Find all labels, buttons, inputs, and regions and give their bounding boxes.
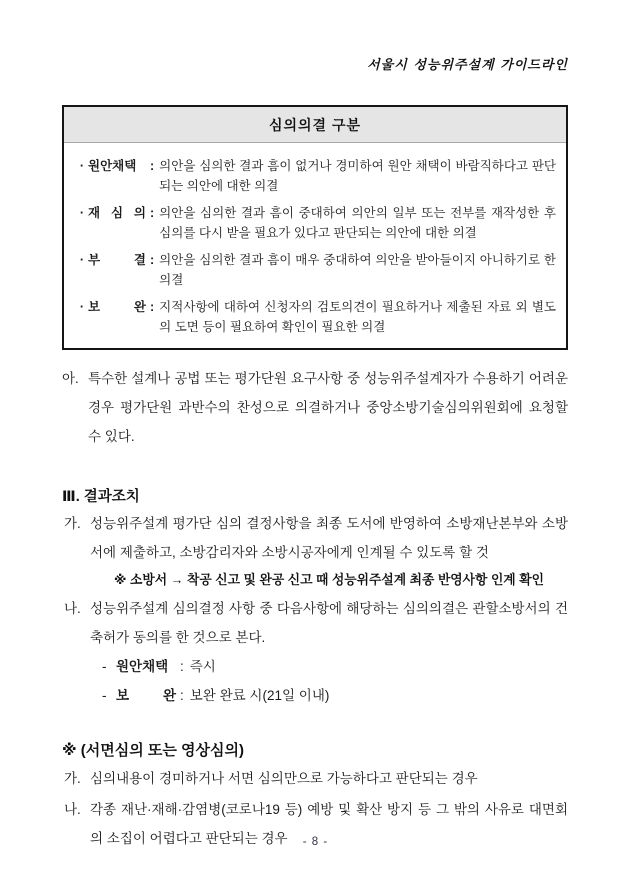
bullet-icon: · — [79, 300, 85, 314]
list-item-na — [62, 594, 568, 652]
definition-text: 의안을 심의한 결과 흠이 매우 중대하여 의안을 받아들이지 아니하기로 한 의결 — [159, 253, 556, 287]
item-text: 성능위주설계 평가단 심의 결정사항을 최종 도서에 반영하여 소방재난본부와 소방서에 제출하고, 소방감리자와 소방시공자에게 인계될 수 있도록 할 것 — [90, 516, 568, 560]
page-number: - 8 - — [302, 836, 329, 848]
item-text: 각종 재난·재해·감염병(코로나19 등) 예방 및 확산 방지 등 그 밖의 사유로 대면회의 소집이 어렵다고 판단되는 경우 — [90, 802, 568, 846]
dash-item-text: 즉시 — [189, 659, 216, 674]
definition-text: 의안을 심의한 결과 흠이 중대하여 의안의 일부 또는 전부를 재작성한 후 심의를 다시 받을 필요가 있다고 판단되는 의안에 대한 의결 — [159, 206, 556, 240]
running-header: 서울시 성능위주설계 가이드라인 — [367, 58, 568, 73]
item-marker: 나. — [64, 601, 81, 616]
dash-item-term: 보 완 — [116, 688, 176, 703]
dash-icon: - — [102, 659, 107, 674]
item-marker: 나. — [64, 802, 81, 817]
bullet-icon: · — [79, 253, 85, 267]
definition-item-supplementation — [76, 297, 556, 337]
paragraph-marker: 아. — [62, 371, 79, 386]
item-text: 성능위주설계 심의결정 사항 중 다음사항에 해당하는 심의의결은 관할소방서의 건축허가 동의를 한 것으로 본다. — [90, 601, 568, 645]
paragraph-ah — [62, 364, 568, 451]
definition-term: 재 심 의 — [88, 206, 146, 220]
bullet-icon: · — [79, 159, 85, 173]
fire-station-handover-note: ※ 소방서 → 착공 신고 및 완공 신고 때 성능위주설계 최종 반영사항 인계 확인 — [114, 572, 544, 587]
bullet-icon: · — [79, 206, 85, 220]
definition-term: 부 결 — [88, 253, 146, 267]
dash-item-colon: : — [180, 688, 184, 703]
dash-item-term: 원안채택 — [116, 659, 169, 674]
definition-colon: : — [150, 253, 155, 267]
dash-item-text: 보완 완료 시(21일 이내) — [189, 688, 330, 703]
dash-item-original-adoption — [102, 652, 568, 681]
section-heading-written-review: ※ (서면심의 또는 영상심의) — [62, 742, 244, 759]
dash-item-colon: : — [180, 659, 184, 674]
item-text: 심의내용이 경미하거나 서면 심의만으로 가능하다고 판단되는 경우 — [90, 771, 478, 786]
definition-text: 의안을 심의한 결과 흠이 없거나 경미하여 원안 채택이 바람직하다고 판단되는 의안에 대한 의결 — [159, 159, 556, 193]
definition-term: 원안채택 — [88, 159, 137, 173]
dash-item-supplementation — [102, 681, 568, 710]
written-review-item-ga — [62, 764, 568, 793]
list-item-ga — [62, 509, 568, 567]
definition-text: 지적사항에 대하여 신청자의 검토의견이 필요하거나 제출된 자료 외 별도의 도면 등이 필요하여 확인이 필요한 의결 — [159, 300, 556, 334]
paragraph-text: 특수한 설계나 공법 또는 평가단원 요구사항 중 성능위주설계자가 수용하기 어려운 경우 평가단원 과반수의 찬성으로 의결하거나 중앙소방기술심의위원회에 요청할 수 있다. — [88, 371, 568, 444]
definition-item-rejection — [76, 250, 556, 290]
decision-box-body — [64, 143, 566, 348]
decision-box-title: 심의의결 구분 — [64, 107, 566, 143]
definition-colon: : — [150, 206, 155, 220]
section-heading-result-actions: Ⅲ. 결과조치 — [62, 489, 140, 505]
item-marker: 가. — [64, 516, 81, 531]
definition-colon: : — [150, 159, 155, 173]
definition-item-re-deliberation — [76, 203, 556, 243]
decision-classification-box — [62, 105, 568, 350]
definition-term: 보 완 — [88, 300, 146, 314]
dash-icon: - — [102, 688, 107, 703]
definition-colon: : — [150, 300, 155, 314]
item-marker: 가. — [64, 771, 81, 786]
definition-item-original-adoption — [76, 156, 556, 196]
